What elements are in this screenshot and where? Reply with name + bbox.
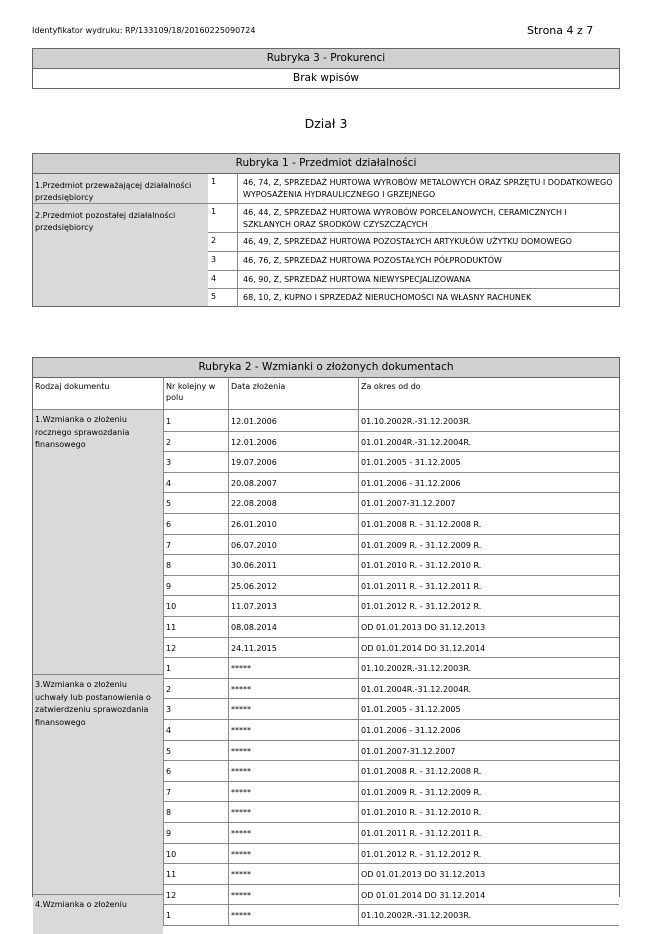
row-date: 25.06.2012	[231, 581, 277, 591]
table-row	[163, 698, 619, 720]
row-period: 01.01.2011 R. - 31.12.2011 R.	[361, 581, 482, 591]
row-date: 06.07.2010	[231, 540, 277, 550]
row-period: OD 01.01.2014 DO 31.12.2014	[361, 890, 486, 900]
row-period: OD 01.01.2013 DO 31.12.2013	[361, 623, 486, 632]
row-period: 01.01.2009 R. - 31.12.2009 R.	[361, 540, 482, 550]
row-number: 10	[166, 849, 177, 859]
activity-row-text: 46, 49, Z, SPRZEDAŻ HURTOWA POZOSTAŁYCH ARTYKUŁÓW UŻYTKU DOMOWEGO	[243, 237, 572, 246]
row-period: 01.01.2010 R. - 31.12.2010 R.	[361, 561, 482, 571]
row-date: 26.01.2010	[231, 520, 277, 529]
table-row	[163, 431, 619, 453]
row-period: 01.10.2002R.-31.12.2003R.	[361, 664, 472, 674]
row-date: 12.01.2006	[231, 437, 277, 447]
row-date: 20.08.2007	[231, 478, 277, 488]
table-row	[163, 575, 619, 597]
row-number: 11	[166, 623, 177, 632]
table-row	[163, 719, 619, 741]
rubryka-2-body	[33, 410, 619, 921]
row-date: *****	[231, 787, 251, 797]
group-4-label: 4.Wzmianka o złożeniu	[33, 894, 163, 934]
row-period: 01.01.2005 - 31.12.2005	[361, 705, 461, 715]
row-date: *****	[231, 705, 251, 715]
row-period: 01.01.2008 R. - 31.12.2008 R.	[361, 520, 482, 529]
row-period: 01.01.2011 R. - 31.12.2011 R.	[361, 829, 482, 838]
col-header-nr: Nr kolejny w polu	[166, 382, 216, 402]
row-period: 01.01.2004R.-31.12.2004R.	[361, 684, 472, 694]
row-date: 11.07.2013	[231, 602, 277, 612]
row-number: 1	[166, 664, 172, 674]
table-row	[163, 637, 619, 659]
table-row	[163, 801, 619, 823]
table-row	[163, 904, 619, 926]
row-period: 01.01.2007-31.12.2007	[361, 746, 456, 756]
row-period: 01.01.2004R.-31.12.2004R.	[361, 437, 472, 447]
activity-row-number: 2	[208, 233, 238, 252]
row-date: *****	[231, 849, 251, 859]
activity-row	[208, 203, 619, 233]
row-number: 6	[166, 520, 172, 529]
table-row	[163, 410, 619, 432]
table-row	[163, 616, 619, 638]
row-date: 24.11.2015	[231, 643, 277, 653]
table-row	[163, 843, 619, 865]
row-date: *****	[231, 664, 251, 674]
row-period: 01.01.2012 R. - 31.12.2012 R.	[361, 602, 482, 612]
row-date: 22.08.2008	[231, 499, 277, 509]
row-date: *****	[231, 767, 251, 777]
row-date: *****	[231, 829, 251, 838]
row-date: *****	[231, 684, 251, 694]
row-number: 10	[166, 602, 177, 612]
table-row	[163, 451, 619, 473]
row-date: 12.01.2006	[231, 417, 277, 426]
activity-row	[208, 270, 619, 289]
row-date: *****	[231, 746, 251, 756]
row-number: 3	[166, 458, 172, 468]
row-number: 8	[166, 561, 172, 571]
row-number: 7	[166, 540, 172, 550]
rubryka-1-title: Rubryka 1 - Przedmiot działalności	[33, 154, 619, 174]
rubryka-2-section	[32, 357, 620, 921]
row-number: 6	[166, 767, 172, 777]
column-headers	[33, 378, 619, 410]
row-number: 7	[166, 787, 172, 797]
activity-row-text: 46, 74, Z, SPRZEDAŻ HURTOWA WYROBÓW METALOWYCH ORAZ SPRZĘTU I DODATKOWEGO WYPOSAŻENIA HYDRAULICZNEGO I GRZEJNEGO	[243, 178, 613, 199]
dzial-title: Dział 3	[304, 116, 348, 131]
row-number: 5	[166, 746, 172, 756]
row-number: 3	[166, 705, 172, 715]
row-number: 8	[166, 808, 172, 818]
group-3-label: 3.Wzmianka o złożeniu uchwały lub postanowienia o zatwierdzeniu sprawozdania finansowego	[33, 674, 163, 908]
rubryka-2-title: Rubryka 2 - Wzmianki o złożonych dokumentach	[33, 358, 619, 378]
row-number: 1	[166, 417, 172, 426]
row-number: 9	[166, 829, 172, 838]
activity-row	[208, 251, 619, 271]
activity-row-number: 4	[208, 271, 238, 289]
print-identifier: Identyfikator wydruku: RP/133109/18/20160225090724	[32, 26, 256, 35]
table-row	[163, 822, 619, 844]
row-period: 01.01.2006 - 31.12.2006	[361, 478, 461, 488]
table-row	[163, 863, 619, 885]
table-row	[163, 595, 619, 617]
table-row	[163, 657, 619, 679]
table-row	[163, 760, 619, 782]
row-number: 2	[166, 437, 172, 447]
table-row	[163, 472, 619, 494]
activity-row-text: 46, 76, Z, SPRZEDAŻ HURTOWA POZOSTAŁYCH PÓŁPRODUKTÓW	[243, 256, 502, 265]
row-period: OD 01.01.2013 DO 31.12.2013	[361, 870, 486, 880]
row-date: 30.06.2011	[231, 561, 277, 571]
row-number: 4	[166, 726, 172, 735]
row-date: *****	[231, 870, 251, 880]
rubryka-1-body	[33, 174, 619, 306]
activity-row	[208, 232, 619, 252]
table-row	[163, 781, 619, 803]
row-date: 19.07.2006	[231, 458, 277, 468]
table-row	[163, 740, 619, 762]
activity-row-number: 1	[208, 204, 238, 233]
rubryka-3-title: Rubryka 3 - Prokurenci	[33, 49, 619, 69]
table-row	[163, 492, 619, 514]
activity-row-number: 3	[208, 252, 238, 271]
table-row	[163, 678, 619, 700]
table-row	[163, 513, 619, 535]
rubryka-1-section	[32, 153, 620, 307]
row-period: 01.01.2009 R. - 31.12.2009 R.	[361, 787, 482, 797]
col-header-date: Data złożenia	[231, 382, 286, 391]
row-period: 01.01.2007-31.12.2007	[361, 499, 456, 509]
col-header-period: Za okres od do	[361, 382, 421, 391]
activity-row-number: 1	[208, 174, 238, 203]
row-number: 12	[166, 890, 177, 900]
table-row	[163, 534, 619, 556]
row-number: 1	[166, 911, 172, 921]
activity-row-text: 46, 44, Z, SPRZEDAŻ HURTOWA WYROBÓW PORCELANOWYCH, CERAMICZNYCH I SZKLANYCH ORAZ ŚRODKÓW CZYSZCZĄCYCH	[243, 208, 567, 229]
page-number: Strona 4 z 7	[527, 24, 594, 37]
other-activity-label: 2.Przedmiot pozostałej działalności przedsiębiorcy	[35, 211, 176, 232]
row-period: 01.01.2010 R. - 31.12.2010 R.	[361, 808, 482, 818]
row-number: 5	[166, 499, 172, 509]
row-period: 01.01.2008 R. - 31.12.2008 R.	[361, 767, 482, 777]
row-date: *****	[231, 890, 251, 900]
rubryka-3-section	[32, 48, 620, 89]
activity-row-text: 46, 90, Z, SPRZEDAŻ HURTOWA NIEWYSPECJALIZOWANA	[243, 275, 471, 284]
row-date: *****	[231, 911, 251, 921]
rubryka-3-empty: Brak wpisów	[292, 72, 360, 84]
row-period: OD 01.01.2014 DO 31.12.2014	[361, 643, 486, 653]
row-period: 01.10.2002R.-31.12.2003R.	[361, 911, 472, 921]
row-period: 01.10.2002R.-31.12.2003R.	[361, 417, 472, 426]
table-row	[163, 554, 619, 576]
row-date: 08.08.2014	[231, 623, 277, 632]
row-period: 01.01.2012 R. - 31.12.2012 R.	[361, 849, 482, 859]
row-number: 4	[166, 478, 172, 488]
main-activity-label: 1.Przedmiot przeważającej działalności przedsiębiorcy	[35, 181, 192, 202]
row-number: 9	[166, 581, 172, 591]
activity-row	[208, 174, 619, 203]
row-date: *****	[231, 808, 251, 818]
group-1-label: 1.Wzmianka o złożeniu rocznego sprawozdania finansowego	[33, 410, 163, 674]
table-row	[163, 884, 619, 906]
row-period: 01.01.2005 - 31.12.2005	[361, 458, 461, 468]
row-number: 2	[166, 684, 172, 694]
activity-row	[208, 288, 619, 307]
activity-row-text: 68, 10, Z, KUPNO I SPRZEDAŻ NIERUCHOMOŚCI NA WŁASNY RACHUNEK	[243, 293, 532, 302]
activity-row-number: 5	[208, 289, 238, 307]
col-header-type: Rodzaj dokumentu	[35, 382, 110, 391]
row-number: 12	[166, 643, 177, 653]
row-period: 01.01.2006 - 31.12.2006	[361, 726, 461, 735]
row-number: 11	[166, 870, 177, 880]
row-date: *****	[231, 726, 251, 735]
